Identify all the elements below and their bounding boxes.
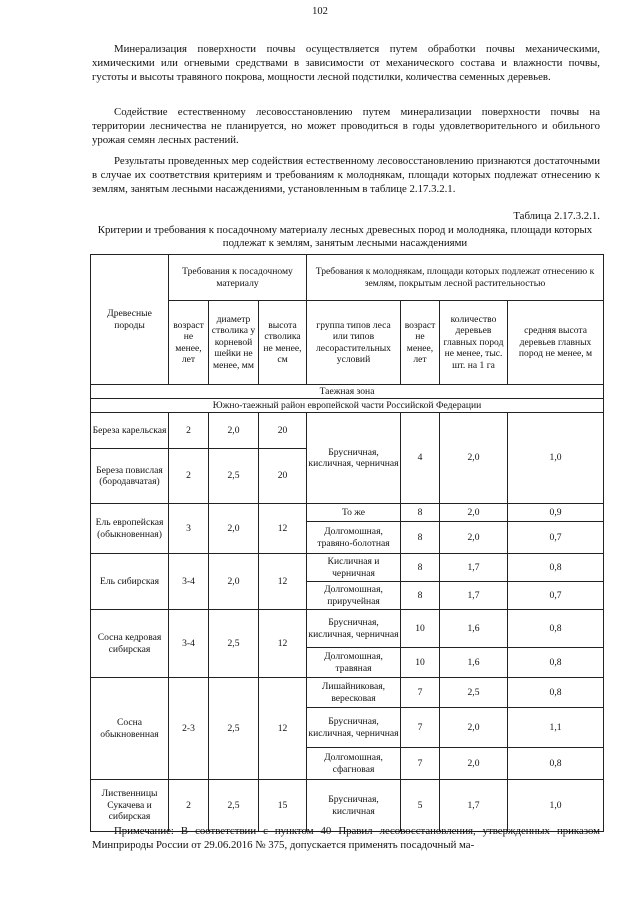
age2-cell: 8 [401, 522, 440, 554]
header-young-stands: Требования к молоднякам, площади которых подлежат отнесению к землям, покрытым лесной растительностью [307, 255, 604, 301]
count-cell: 2,0 [440, 708, 508, 748]
header-avg-height: средняя высота деревьев главных пород не менее, м [508, 301, 604, 385]
age2-cell: 4 [401, 413, 440, 504]
count-cell: 2,0 [440, 522, 508, 554]
age-cell: 3-4 [169, 554, 209, 610]
table-row [91, 678, 604, 708]
avg-height-cell: 1,1 [508, 708, 604, 748]
count-cell: 2,0 [440, 504, 508, 522]
table-row [91, 554, 604, 582]
region-row: Южно-таежный район европейской части Российской Федерации [91, 399, 604, 413]
table-row [91, 504, 604, 522]
species-cell: Сосна кедровая сибирская [91, 610, 169, 678]
age-cell: 3 [169, 504, 209, 554]
avg-height-cell: 0,8 [508, 648, 604, 678]
count-cell: 1,6 [440, 610, 508, 648]
species-cell: Береза повислая (бородавчатая) [91, 449, 169, 504]
paragraph-1 [92, 42, 600, 84]
note [92, 824, 600, 852]
age2-cell: 8 [401, 504, 440, 522]
avg-height-cell: 0,7 [508, 522, 604, 554]
count-cell: 2,5 [440, 678, 508, 708]
forest-type-cell: То же [307, 504, 401, 522]
table-row [91, 610, 604, 648]
avg-height-cell: 0,8 [508, 554, 604, 582]
age2-cell: 7 [401, 708, 440, 748]
diameter-cell: 2,5 [209, 449, 259, 504]
height-cell: 12 [259, 610, 307, 678]
header-height: высота стволика не менее, см [259, 301, 307, 385]
paragraph-text: Содействие естественному лесовосстановлению путем минерализации поверхности почвы на территории лесничества не планируется, но может проводиться в годы удовлетворительного и обильного урожая семян лесных растений. [92, 106, 600, 146]
avg-height-cell: 0,7 [508, 582, 604, 610]
zone-row: Таежная зона [91, 385, 604, 399]
diameter-cell: 2,0 [209, 554, 259, 610]
diameter-cell: 2,0 [209, 504, 259, 554]
height-cell: 12 [259, 554, 307, 610]
header-diameter: диаметр стволика у корневой шейки не менее, мм [209, 301, 259, 385]
table-title: Критерии и требования к посадочному материалу лесных древесных пород и молодняка, площади которых подлежат к землям, занятым лесными насаждениями [97, 224, 593, 249]
header-species: Древесные породы [91, 255, 169, 385]
forest-type-cell: Брусничная, кисличная, черничная [307, 708, 401, 748]
age2-cell: 8 [401, 582, 440, 610]
count-cell: 1,7 [440, 780, 508, 832]
requirements-table [90, 254, 604, 832]
page-number: 102 [312, 6, 328, 17]
age2-cell: 8 [401, 554, 440, 582]
height-cell: 20 [259, 449, 307, 504]
count-cell: 1,7 [440, 554, 508, 582]
height-cell: 20 [259, 413, 307, 449]
avg-height-cell: 1,0 [508, 780, 604, 832]
count-cell: 1,7 [440, 582, 508, 610]
age-cell: 2 [169, 449, 209, 504]
age-cell: 2 [169, 780, 209, 832]
species-cell: Сосна обыкновенная [91, 678, 169, 780]
forest-type-cell: Кисличная и черничная [307, 554, 401, 582]
forest-type-cell: Брусничная, кисличная, черничная [307, 610, 401, 648]
age2-cell: 7 [401, 678, 440, 708]
diameter-cell: 2,5 [209, 610, 259, 678]
avg-height-cell: 0,8 [508, 748, 604, 780]
header-planting-material: Требования к посадочному материалу [169, 255, 307, 301]
age2-cell: 7 [401, 748, 440, 780]
count-cell: 2,0 [440, 748, 508, 780]
height-cell: 15 [259, 780, 307, 832]
age2-cell: 5 [401, 780, 440, 832]
diameter-cell: 2,5 [209, 678, 259, 780]
forest-type-cell: Долгомошная, травяная [307, 648, 401, 678]
forest-type-cell: Долгомошная, травяно-болотная [307, 522, 401, 554]
forest-type-cell: Брусничная, кисличная [307, 780, 401, 832]
count-cell: 2,0 [440, 413, 508, 504]
avg-height-cell: 0,9 [508, 504, 604, 522]
age-cell: 2-3 [169, 678, 209, 780]
diameter-cell: 2,0 [209, 413, 259, 449]
species-cell: Ель сибирская [91, 554, 169, 610]
species-cell: Береза карельская [91, 413, 169, 449]
age2-cell: 10 [401, 610, 440, 648]
table-label: Таблица 2.17.3.2.1. [513, 210, 600, 222]
height-cell: 12 [259, 504, 307, 554]
header-age-2: возраст не менее, лет [401, 301, 440, 385]
header-age: возраст не менее, лет [169, 301, 209, 385]
count-cell: 1,6 [440, 648, 508, 678]
paragraph-text: Результаты проведенных мер содействия естественному лесовосстановлению признаются достаточными в случае их соответствия критериям и требованиям к молоднякам, площади которых подлежат отнесению к землям, занятым лесными насаждениями, установленным в таблице 2.17.3.2.1. [92, 155, 600, 195]
forest-type-cell: Долгомошная, приручейная [307, 582, 401, 610]
paragraph-2 [92, 105, 600, 147]
avg-height-cell: 0,8 [508, 678, 604, 708]
paragraph-text: Минерализация поверхности почвы осуществляется путем обработки почвы механическими, химическими или огневыми средствами в зависимости от механического состава и влажности почвы, густоты и высоты травяного покрова, мощности лесной подстилки, количества семенных деревьев. [92, 43, 600, 83]
forest-type-cell: Долгомошная, сфагновая [307, 748, 401, 780]
diameter-cell: 2,5 [209, 780, 259, 832]
species-cell: Ель европейская (обыкновенная) [91, 504, 169, 554]
age-cell: 3-4 [169, 610, 209, 678]
age-cell: 2 [169, 413, 209, 449]
forest-type-cell: Лишайниковая, вересковая [307, 678, 401, 708]
paragraph-3 [92, 154, 600, 196]
avg-height-cell: 1,0 [508, 413, 604, 504]
forest-type-cell: Брусничная, кисличная, черничная [307, 413, 401, 504]
table-row [91, 413, 604, 449]
header-forest-types: группа типов леса или типов лесорастительных условий [307, 301, 401, 385]
age2-cell: 10 [401, 648, 440, 678]
height-cell: 12 [259, 678, 307, 780]
species-cell: Лиственницы Сукачева и сибирская [91, 780, 169, 832]
avg-height-cell: 0,8 [508, 610, 604, 648]
note-text: Примечание: В соответствии с пунктом 40 Правил лесовосстановления, утвержденных приказом Минприроды России от 29.06.2016 № 375, допускается применять посадочный ма- [92, 825, 600, 851]
header-tree-count: количество деревьев главных пород не менее, тыс. шт. на 1 га [440, 301, 508, 385]
